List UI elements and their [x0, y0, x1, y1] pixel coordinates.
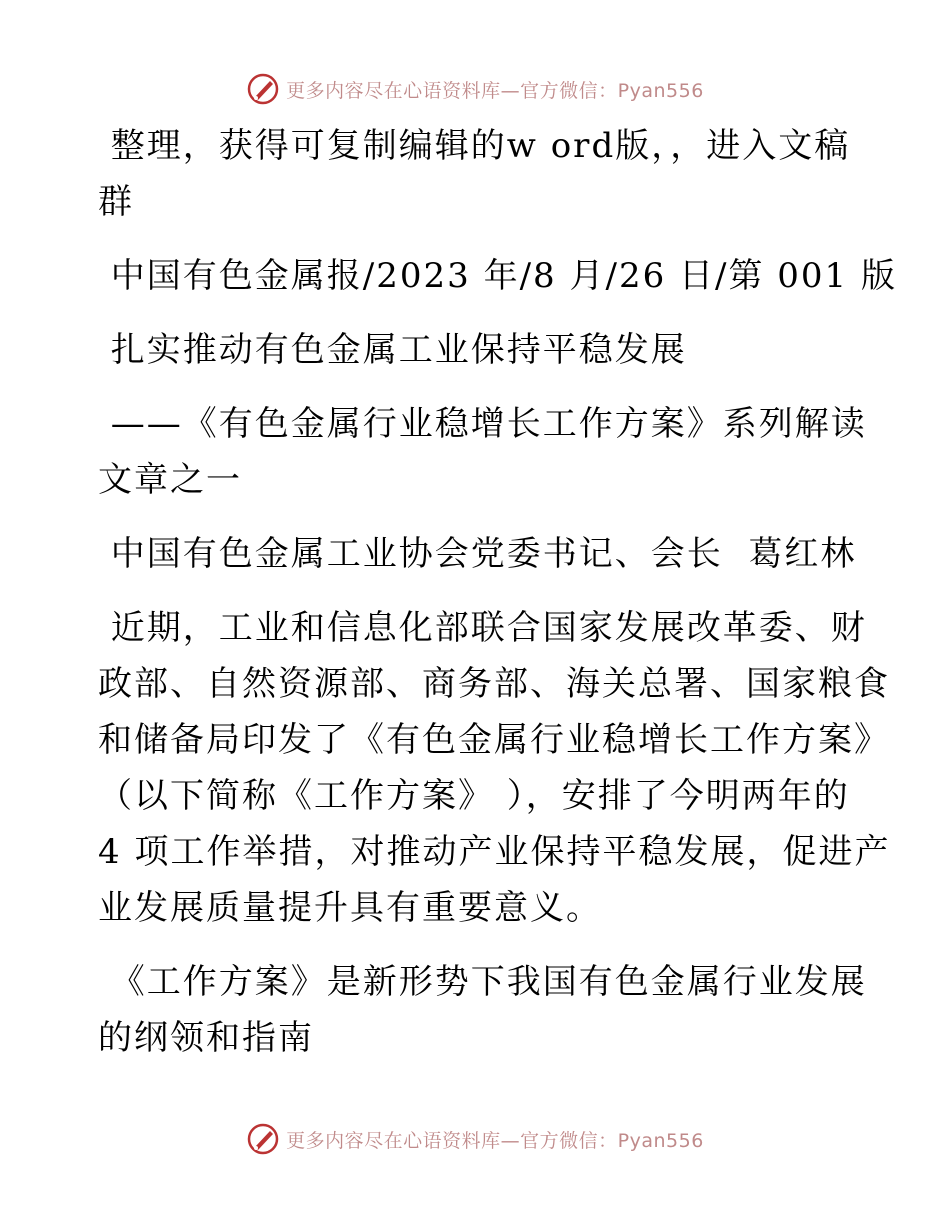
document-body: [98, 118, 897, 1066]
paragraph: [98, 322, 850, 378]
text-line: 整理，获得可复制编辑的w ord版，，进入文稿: [98, 126, 851, 166]
paragraph: [98, 396, 867, 508]
footer-banner-text: 更多内容尽在心语资料库—官方微信：Pyan556: [286, 1129, 704, 1152]
text-line: 和储备局印发了《有色金属行业稳增长工作方案》: [98, 720, 890, 760]
text-line: 《工作方案》是新形势下我国有色金属行业发展: [98, 962, 867, 1002]
paragraph: [98, 954, 867, 1066]
paragraph: [98, 118, 850, 230]
text-line: 中国有色金属工业协会党委书记、会长 葛红林: [98, 534, 857, 574]
text-line: ——《有色金属行业稳增长工作方案》系列解读: [98, 404, 867, 444]
text-line: 4 项工作举措，对推动产业保持平稳发展，促进产: [98, 832, 891, 872]
text-line: 近期，工业和信息化部联合国家发展改革委、财: [98, 608, 867, 648]
paragraph: [98, 248, 897, 304]
text-line: 的纲领和指南: [98, 1018, 314, 1058]
text-line: 文章之一: [98, 460, 242, 500]
pen-logo-icon: [246, 72, 280, 106]
header-banner: [0, 72, 950, 106]
paragraph: [98, 600, 891, 936]
paragraph: [98, 526, 857, 582]
text-line: 扎实推动有色金属工业保持平稳发展: [98, 330, 687, 370]
text-line: （以下简称《工作方案》 ），安排了今明两年的: [98, 776, 850, 816]
footer-banner: [0, 1122, 950, 1156]
header-banner-text: 更多内容尽在心语资料库—官方微信：Pyan556: [286, 79, 704, 102]
text-line: 政部、自然资源部、商务部、海关总署、国家粮食: [98, 664, 890, 704]
text-line: 中国有色金属报/2023 年/8 月/26 日/第 001 版: [98, 256, 897, 296]
text-line: 业发展质量提升具有重要意义。: [98, 888, 602, 928]
pen-logo-icon: [246, 1122, 280, 1156]
text-line: 群: [98, 182, 134, 222]
